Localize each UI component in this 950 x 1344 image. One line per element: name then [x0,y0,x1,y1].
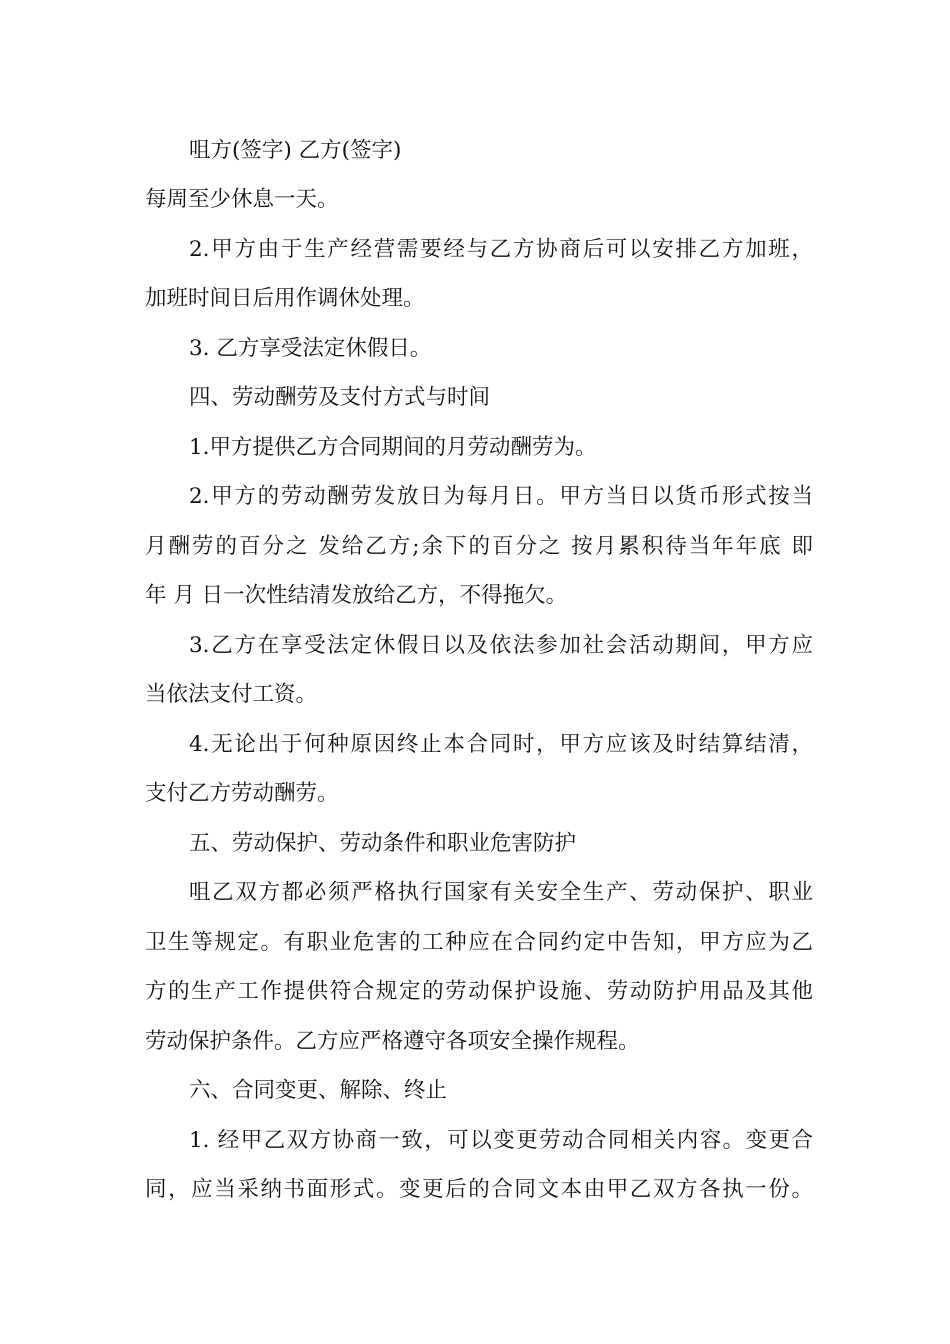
paragraph-line: 2.甲方由于生产经营需要经与乙方协商后可以安排乙方加班， [189,237,813,262]
paragraph-line: 当依法支付工资。 [145,682,318,707]
paragraph-line: 1. 经甲乙双方协商一致，可以变更劳动合同相关内容。变更合 [189,1128,813,1153]
paragraph-line: 卫生等规定。有职业危害的工种应在合同约定中告知，甲方应为乙 [145,930,813,955]
paragraph-line: 加班时间日后用作调休处理。 [145,286,425,311]
section-heading: 五、劳动保护、劳动条件和职业危害防护 [189,831,577,856]
signature-line: 咀方(签字) 乙方(签字) [189,138,402,163]
paragraph-line: 年 月 日一次性结清发放给乙方，不得拖欠。 [145,583,568,608]
paragraph-line: 支付乙方劳动酬劳。 [145,781,339,806]
paragraph-line: 同，应当采纳书面形式。变更后的合同文本由甲乙双方各执一份。 [145,1177,813,1202]
paragraph-line: 2.甲方的劳动酬劳发放日为每月日。甲方当日以货币形式按当 [189,484,813,509]
paragraph-line: 劳动保护条件。乙方应严格遵守各项安全操作规程。 [145,1029,640,1054]
section-heading: 六、合同变更、解除、终止 [189,1078,448,1103]
paragraph-line: 方的生产工作提供符合规定的劳动保护设施、劳动防护用品及其他 [145,979,813,1004]
section-heading: 四、劳动酬劳及支付方式与时间 [189,385,491,410]
paragraph-line: 每周至少休息一天。 [145,187,339,212]
paragraph-line: 3.乙方在享受法定休假日以及依法参加社会活动期间，甲方应 [189,633,813,658]
paragraph-line: 咀乙双方都必须严格执行国家有关安全生产、劳动保护、职业 [189,880,813,905]
paragraph-line: 3. 乙方享受法定休假日。 [189,336,432,361]
paragraph-line: 月酬劳的百分之 发给乙方;余下的百分之 按月累积待当年年底 即 [145,534,813,559]
paragraph-line: 4.无论出于何种原因终止本合同时，甲方应该及时结算结清， [189,732,813,757]
paragraph-line: 1.甲方提供乙方合同期间的月劳动酬劳为。 [189,435,597,460]
